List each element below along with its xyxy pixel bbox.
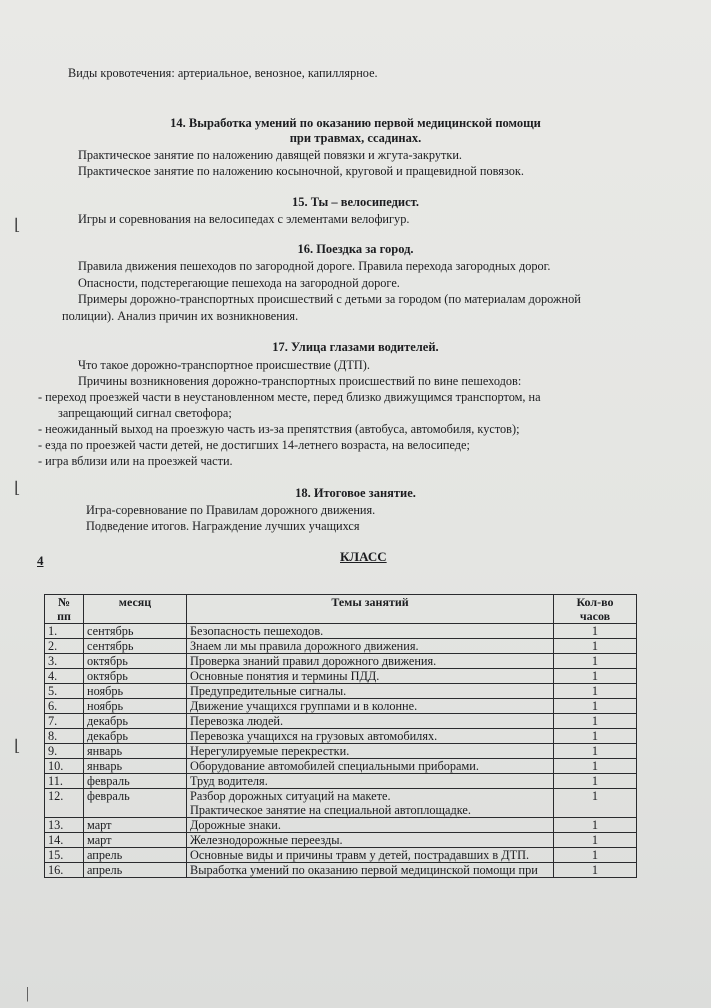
row-topic-line: Предупредительные сигналы.	[190, 684, 347, 698]
row-number: 6.	[45, 699, 84, 714]
row-month: сентябрь	[84, 624, 187, 639]
section-14-line-1: Практическое занятие по наложению давящей повязки и жгута-закрутки.	[78, 148, 462, 162]
row-topic	[187, 833, 554, 848]
row-month: декабрь	[84, 714, 187, 729]
row-topic	[187, 714, 554, 729]
row-topic-line: Безопасность пешеходов.	[190, 624, 324, 638]
row-month: февраль	[84, 789, 187, 818]
header-number	[45, 595, 84, 624]
section-18-title: 18. Итоговое занятие.	[295, 486, 416, 500]
section-16-line-1: Правила движения пешеходов по загородной дороге. Правила перехода загородных дорог.	[78, 259, 551, 273]
row-topic	[187, 624, 554, 639]
table-header-row	[45, 595, 637, 624]
grade-number: 4	[37, 553, 44, 568]
table-row	[45, 848, 637, 863]
row-number: 15.	[45, 848, 84, 863]
row-topic	[187, 729, 554, 744]
row-topic-line: Оборудование автомобилей специальными приборами.	[190, 759, 479, 773]
row-number: 4.	[45, 669, 84, 684]
section-18-line-2: Подведение итогов. Награждение лучших учащихся	[86, 519, 360, 533]
row-topic	[187, 818, 554, 833]
row-topic-line: Труд водителя.	[190, 774, 268, 788]
section-17-bullet-3: - езда по проезжей части детей, не достигших 14-летнего возраста, на велосипеде;	[38, 438, 470, 452]
row-topic-line: Нерегулируемые перекрестки.	[190, 744, 350, 758]
row-number: 14.	[45, 833, 84, 848]
section-17-line-2: Причины возникновения дорожно-транспортных происшествий по вине пешеходов:	[78, 374, 522, 388]
row-number: 13.	[45, 818, 84, 833]
row-topic-line: Основные виды и причины травм у детей, пострадавших в ДТП.	[190, 848, 530, 862]
table-row	[45, 669, 637, 684]
row-topic-line: Перевозка людей.	[190, 714, 284, 728]
row-number: 7.	[45, 714, 84, 729]
header-number-symbol: №	[57, 595, 71, 609]
row-topic-line: Знаем ли мы правила дорожного движения.	[190, 639, 419, 653]
section-17-title: 17. Улица глазами водителей.	[272, 340, 439, 354]
section-17-line-1: Что такое дорожно-транспортное происшествие (ДТП).	[78, 358, 370, 372]
row-month: октябрь	[84, 669, 187, 684]
table-row	[45, 639, 637, 654]
row-number: 5.	[45, 684, 84, 699]
row-topic	[187, 684, 554, 699]
table-row	[45, 744, 637, 759]
row-month: апрель	[84, 848, 187, 863]
row-month: январь	[84, 744, 187, 759]
section-14-title-cont: при травмах, ссадинах.	[289, 131, 422, 145]
row-month: март	[84, 833, 187, 848]
row-topic-line: Выработка умений по оказанию первой медицинской помощи при	[190, 863, 538, 877]
row-hours: 1	[554, 759, 637, 774]
row-month: ноябрь	[84, 684, 187, 699]
header-hours	[554, 595, 637, 624]
row-topic	[187, 789, 554, 818]
row-topic	[187, 848, 554, 863]
row-topic-line: Основные понятия и термины ПДД.	[190, 669, 380, 683]
row-number: 16.	[45, 863, 84, 878]
row-topic-line: Дорожные знаки.	[190, 818, 281, 832]
row-hours: 1	[554, 818, 637, 833]
table-row	[45, 774, 637, 789]
section-17-bullet-2: - неожиданный выход на проезжую часть из-за препятствия (автобуса, автомобиля, кустов);	[38, 422, 520, 436]
section-16-title: 16. Поездка за город.	[297, 242, 414, 256]
section-17-bullet-1-cont: запрещающий сигнал светофора;	[58, 406, 232, 420]
margin-mark: ⌊	[14, 480, 21, 497]
header-hours-line-1: Кол-во	[576, 595, 614, 609]
row-topic-line-2: Практическое занятие на специальной автоплощадке.	[190, 803, 471, 817]
row-number: 9.	[45, 744, 84, 759]
table-row	[45, 863, 637, 878]
lessons-table	[44, 594, 637, 878]
header-hours-line-2: часов	[579, 609, 611, 623]
row-hours: 1	[554, 669, 637, 684]
row-topic-line: Движение учащихся группами и в колонне.	[190, 699, 418, 713]
header-topic: Темы занятий	[187, 595, 554, 624]
section-16-line-3: Примеры дорожно-транспортных происшествий с детьми за городом (по материалам дорожной	[78, 292, 581, 306]
margin-mark: ⌊	[14, 217, 21, 234]
row-topic	[187, 759, 554, 774]
margin-mark: ⌊	[14, 738, 21, 755]
section-18-line-1: Игра-соревнование по Правилам дорожного движения.	[86, 503, 376, 517]
row-topic	[187, 774, 554, 789]
row-topic-line: Железнодорожные переезды.	[190, 833, 343, 847]
row-hours: 1	[554, 774, 637, 789]
row-month: февраль	[84, 774, 187, 789]
table-row	[45, 624, 637, 639]
row-hours: 1	[554, 624, 637, 639]
row-number: 1.	[45, 624, 84, 639]
row-number: 12.	[45, 789, 84, 818]
row-topic	[187, 699, 554, 714]
section-16-line-4: полиции). Анализ причин их возникновения.	[62, 309, 299, 323]
row-month: октябрь	[84, 654, 187, 669]
section-17-bullet-1: - переход проезжей части в неустановленном месте, перед близко движущимся транспортом, на	[38, 390, 541, 404]
table-row	[45, 699, 637, 714]
row-hours: 1	[554, 684, 637, 699]
row-hours: 1	[554, 729, 637, 744]
row-topic	[187, 669, 554, 684]
section-15-line-1: Игры и соревнования на велосипедах с элементами велофигур.	[78, 212, 410, 226]
row-topic	[187, 744, 554, 759]
row-number: 2.	[45, 639, 84, 654]
row-month: сентябрь	[84, 639, 187, 654]
margin-mark: |	[26, 985, 30, 1002]
row-number: 3.	[45, 654, 84, 669]
table-row	[45, 714, 637, 729]
row-hours: 1	[554, 833, 637, 848]
row-number: 8.	[45, 729, 84, 744]
row-number: 10.	[45, 759, 84, 774]
table-row	[45, 818, 637, 833]
row-hours: 1	[554, 848, 637, 863]
row-hours: 1	[554, 744, 637, 759]
row-hours: 1	[554, 714, 637, 729]
row-hours: 1	[554, 863, 637, 878]
header-number-abbr: пп	[57, 609, 71, 623]
row-month: декабрь	[84, 729, 187, 744]
row-hours: 1	[554, 789, 637, 818]
table-row	[45, 759, 637, 774]
table-row	[45, 684, 637, 699]
bleeding-types-line: Виды кровотечения: артериальное, венозное, капиллярное.	[68, 66, 378, 80]
row-topic-line: Проверка знаний правил дорожного движения.	[190, 654, 437, 668]
row-hours: 1	[554, 639, 637, 654]
row-topic	[187, 863, 554, 878]
table-row	[45, 833, 637, 848]
section-14-title: 14. Выработка умений по оказанию первой медицинской помощи	[170, 116, 541, 130]
section-17-bullet-4: - игра вблизи или на проезжей части.	[38, 454, 233, 468]
row-hours: 1	[554, 699, 637, 714]
row-topic-line: Разбор дорожных ситуаций на макете.	[190, 789, 391, 803]
row-topic	[187, 654, 554, 669]
row-month: март	[84, 818, 187, 833]
row-month: апрель	[84, 863, 187, 878]
section-14-line-2: Практическое занятие по наложению косыночной, круговой и пращевидной повязок.	[78, 164, 524, 178]
header-month: месяц	[84, 595, 187, 624]
row-number: 11.	[45, 774, 84, 789]
grade-heading: КЛАСС	[340, 549, 387, 564]
row-topic	[187, 639, 554, 654]
table-row	[45, 654, 637, 669]
row-topic-line: Перевозка учащихся на грузовых автомобилях.	[190, 729, 438, 743]
row-month: январь	[84, 759, 187, 774]
row-month: ноябрь	[84, 699, 187, 714]
table-row	[45, 789, 637, 818]
section-16-line-2: Опасности, подстерегающие пешехода на загородной дороге.	[78, 276, 400, 290]
section-15-title: 15. Ты – велосипедист.	[291, 195, 420, 209]
table-row	[45, 729, 637, 744]
row-hours: 1	[554, 654, 637, 669]
